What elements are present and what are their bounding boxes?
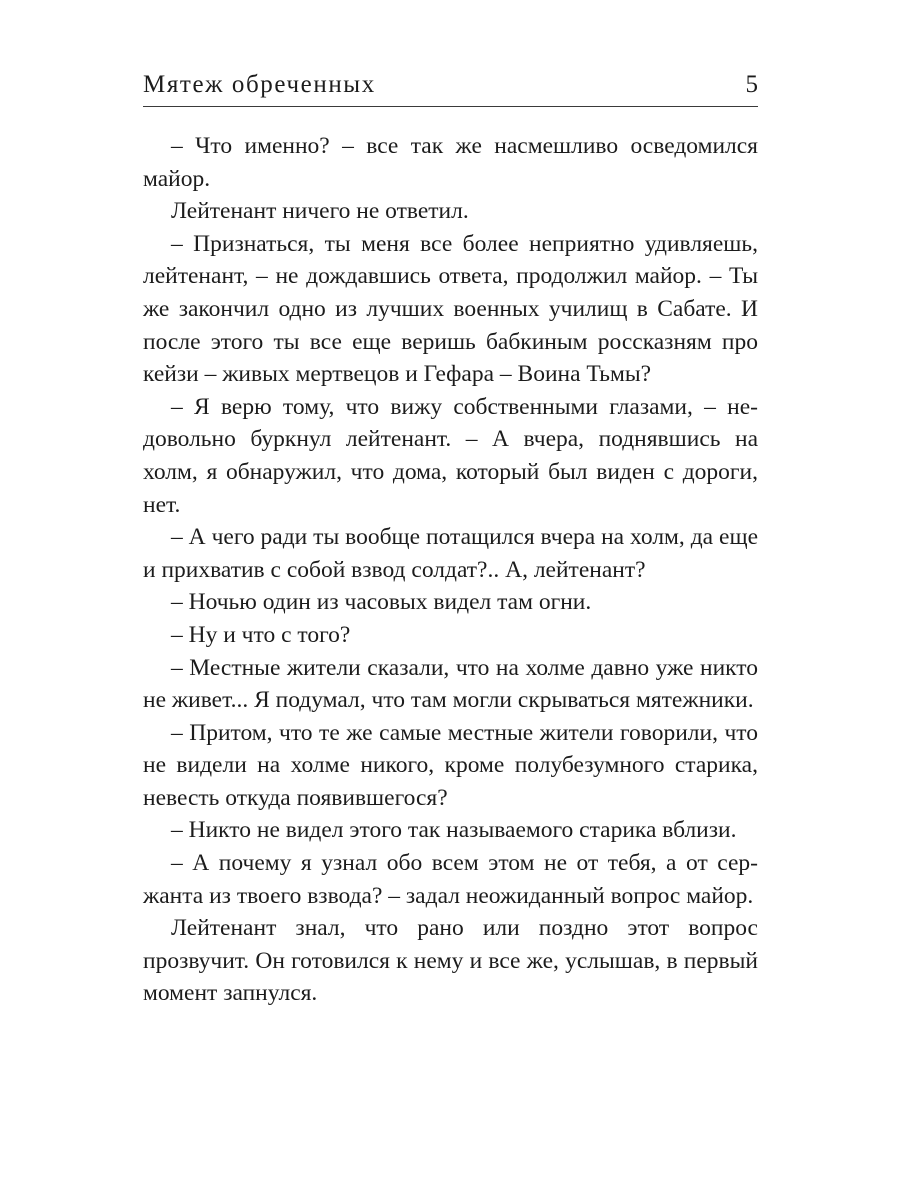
paragraph-4: – Я верю тому, что вижу собственными глазами, – недовольно буркнул лейтенант. – А вчера, поднявшись на холм, я обнаружил, что дома, который был виден с дороги, нет. — [143, 393, 758, 518]
body-text — [143, 130, 758, 1010]
running-head — [143, 66, 758, 102]
paragraph-5: – А чего ради ты вообще потащился вчера на холм, да еще и прихватив с собой взвод солдат?.. А, лейтенант? — [143, 524, 758, 583]
paragraph-3: – Признаться, ты меня все более неприятно удивляешь, лейтенант, – не дождавшись ответа, продолжил майор. – Ты же закончил одно из лучших военных училищ в Сабате. И после этого ты все еще веришь бабкиным россказням про кейзи – живых мертвецов и Гефара – Воина Тьмы? — [143, 230, 758, 388]
book-title: Мятеж обреченных — [143, 71, 376, 98]
paragraph-12: Лейтенант знал, что рано или поздно этот вопрос прозвучит. Он готовился к нему и все же, услышав, в первый момент запнулся. — [143, 915, 758, 1007]
paragraph-8: – Местные жители сказали, что на холме давно уже никто не живет... Я подумал, что там могли скрываться мятежники. — [143, 654, 758, 714]
paragraph-7: – Ну и что с того? — [171, 621, 351, 648]
paragraph-9: – Притом, что те же самые местные жители говорили, что не видели на холме никого, кроме полубезумного старика, невесть откуда появившегося? — [143, 719, 758, 811]
paragraph-6: – Ночью один из часовых видел там огни. — [171, 589, 592, 616]
header-rule — [143, 106, 758, 107]
paragraph-1: – Что именно? – все так же насмешливо осведомился майор. — [143, 133, 758, 192]
paragraph-11: – А почему я узнал обо всем этом не от тебя, а от сержанта из твоего взвода? – задал неожиданный вопрос майор. — [143, 850, 758, 909]
page-number: 5 — [745, 71, 758, 98]
paragraph-2: Лейтенант ничего не ответил. — [171, 198, 469, 225]
paragraph-10: – Никто не видел этого так называемого старика вблизи. — [171, 817, 737, 844]
